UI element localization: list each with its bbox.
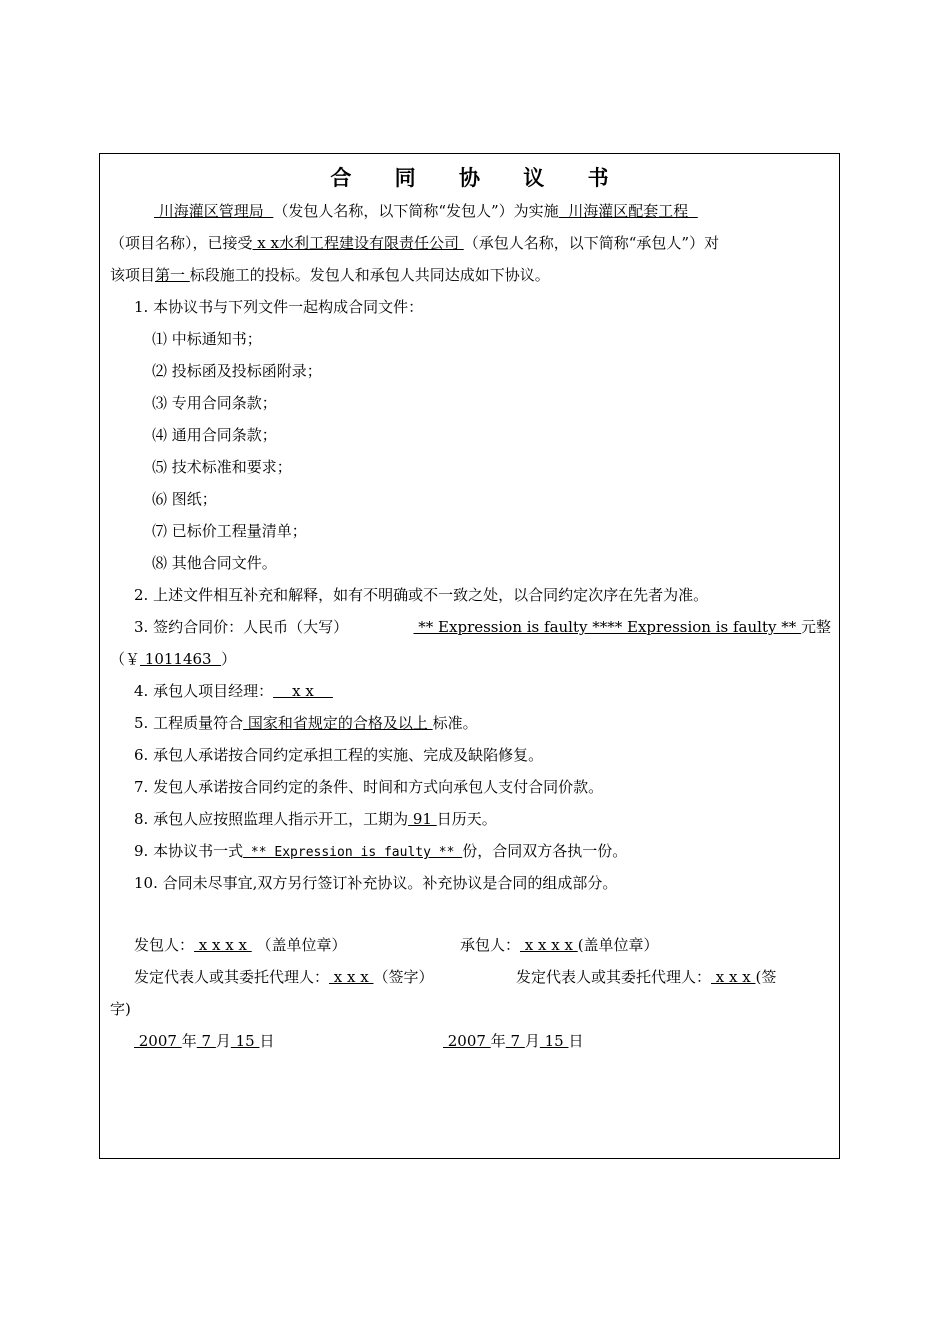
intro-text-3: （承包人名称，以下简称“承包人”）对 <box>463 234 720 252</box>
price-close: ） <box>221 650 237 668</box>
contract-price-number: 1011463 <box>140 650 222 668</box>
month-label: 月 <box>524 1032 540 1050</box>
document-item: ⑶ 专用合同条款； <box>152 394 277 412</box>
copies-count: ** Expression is faulty ** <box>243 845 463 860</box>
intro-line-2 <box>110 233 831 253</box>
date-year: 2007 <box>443 1032 491 1050</box>
intro-line-3 <box>110 265 831 285</box>
day-label: 日 <box>568 1032 584 1050</box>
clause-3-line-1 <box>110 617 831 637</box>
contractor-seal-note: (盖单位章） <box>577 936 659 954</box>
rep-2-sign-note: (签 <box>755 968 777 986</box>
year-label: 年 <box>490 1032 506 1050</box>
quality-standard: 国家和省规定的合格及以上 <box>243 714 433 732</box>
duration-days: 91 <box>408 810 437 828</box>
clause-8-prefix: 8. 承包人应按照监理人指示开工，工期为 <box>134 810 409 828</box>
rep-2-name: x x x <box>711 968 756 986</box>
rep-2-sign-note-cont: 字) <box>110 1000 131 1018</box>
year-label: 年 <box>181 1032 197 1050</box>
intro-text-5: 标段施工的投标。发包人和承包人共同达成如下协议。 <box>189 266 550 284</box>
clause-9-prefix: 9. 本协议书一式 <box>134 842 244 860</box>
intro-text-1: （发包人名称，以下简称“发包人”）为实施 <box>273 202 559 220</box>
clause-4-prefix: 4. 承包人项目经理： <box>134 682 274 700</box>
clause-1: 1. 本协议书与下列文件一起构成合同文件： <box>134 298 424 316</box>
contractor-signature <box>460 935 659 955</box>
date-month: 7 <box>505 1032 525 1050</box>
date-day: 15 <box>230 1032 260 1050</box>
document-item: ⑸ 技术标准和要求； <box>152 458 292 476</box>
date-day: 15 <box>539 1032 569 1050</box>
agreement-form <box>99 153 840 1159</box>
rep-1-name: x x x <box>329 968 374 986</box>
clause-5-suffix: 标准。 <box>432 714 478 732</box>
contractor-date <box>443 1031 583 1051</box>
rep-1-label: 发定代表人或其委托代理人： <box>134 968 330 986</box>
rep-2-label: 发定代表人或其委托代理人： <box>516 968 712 986</box>
clause-7: 7. 发包人承诺按合同约定的条件、时间和方式向承包人支付合同价款。 <box>134 778 604 796</box>
contractor-name: x x水利工程建设有限责任公司 <box>252 234 464 252</box>
clause-5-prefix: 5. 工程质量符合 <box>134 714 244 732</box>
date-year: 2007 <box>134 1032 182 1050</box>
clause-2: 2. 上述文件相互补充和解释，如有不明确或不一致之处，以合同约定次序在先者为准。 <box>134 586 709 604</box>
project-manager: x x <box>273 682 333 700</box>
clause-3-line-2 <box>110 649 831 669</box>
clause-9 <box>110 841 831 863</box>
employer-label: 发包人： <box>134 936 195 954</box>
contractor-seal-name: x x x x <box>520 936 578 954</box>
clause-8-suffix: 日历天。 <box>436 810 497 828</box>
clause-4 <box>110 681 831 701</box>
clause-5 <box>110 713 831 733</box>
contractor-label: 承包人： <box>460 936 521 954</box>
document-item: ⑹ 图纸； <box>152 490 217 508</box>
document-item: ⑺ 已标价工程量清单； <box>152 522 307 540</box>
document-item: ⑷ 通用合同条款； <box>152 426 277 444</box>
intro-text-4: 该项目 <box>110 266 156 284</box>
month-label: 月 <box>215 1032 231 1050</box>
intro-line-1 <box>110 201 831 221</box>
document-item: ⑻ 其他合同文件。 <box>152 554 277 572</box>
bid-section: 第一 <box>155 266 190 284</box>
contractor-representative <box>516 967 776 987</box>
clause-8 <box>110 809 831 829</box>
clause-9-suffix: 份，合同双方各执一份。 <box>462 842 628 860</box>
document-item: ⑴ 中标通知书； <box>152 330 262 348</box>
employer-name: 川海灌区管理局 <box>154 202 274 220</box>
clause-10: 10. 合同未尽事宜,双方另行签订补充协议。补充协议是合同的组成部分。 <box>134 874 618 892</box>
document-title: 合 同 协 议 书 <box>330 166 627 190</box>
contract-price-words: ** Expression is faulty **** Expression is faulty ** <box>413 618 801 636</box>
clause-3-prefix: 3. 签约合同价：人民币（大写） <box>134 618 349 636</box>
date-month: 7 <box>196 1032 216 1050</box>
intro-text-2: （项目名称），已接受 <box>110 234 253 252</box>
project-name: 川海灌区配套工程 <box>558 202 698 220</box>
document-item: ⑵ 投标函及投标函附录； <box>152 362 322 380</box>
rep-1-sign-note: （签字） <box>373 968 434 986</box>
clause-3-suffix: 元整 <box>800 618 831 636</box>
employer-seal-note: （盖单位章） <box>251 936 347 954</box>
price-open: （￥ <box>110 650 141 668</box>
employer-seal-name: x x x x <box>194 936 252 954</box>
day-label: 日 <box>259 1032 275 1050</box>
clause-6: 6. 承包人承诺按合同约定承担工程的实施、完成及缺陷修复。 <box>134 746 544 764</box>
